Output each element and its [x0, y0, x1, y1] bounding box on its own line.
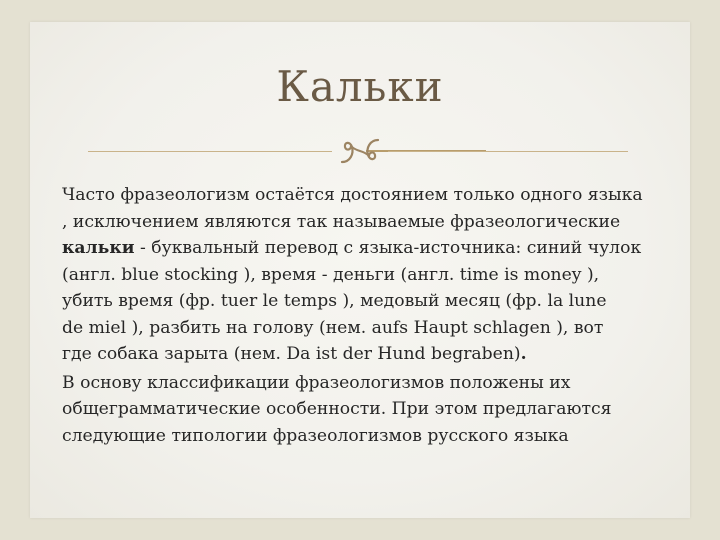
text-segment: - буквальный перевод с языка-источника: синий чулок [134, 238, 642, 258]
text-line [62, 341, 662, 368]
paragraph-1 [62, 182, 662, 368]
text-segment: , исключением являются так называемые фразеологические [62, 211, 621, 232]
paragraph-2 [62, 370, 662, 450]
swirl-flourish-icon [336, 134, 384, 168]
text-line [62, 288, 662, 315]
slide-body [62, 182, 662, 449]
text-segment: (англ. blue stocking ), время - деньги (англ. time is money ), [62, 264, 600, 285]
bold-term: кальки [62, 238, 135, 258]
text-line [62, 235, 662, 262]
text-segment: где собака зарыта (нем. Da ist der Hund begraben) [62, 344, 521, 364]
text-segment: Часто фразеологизм остаётся достоянием только одного языка [62, 185, 643, 205]
text-line [62, 262, 662, 289]
text-line [62, 182, 662, 209]
text-line [62, 370, 662, 397]
text-line [62, 209, 662, 236]
bold-period: . [520, 344, 527, 364]
title-divider-right [388, 151, 628, 152]
text-segment: общеграмматические особенности. При этом предлагаются [62, 399, 612, 419]
text-line [62, 315, 662, 342]
text-segment: убить время (фр. tuer le temps ), медовый месяц (фр. la lune [62, 291, 607, 311]
text-segment: следующие типологии фразеологизмов русского языка [62, 425, 569, 446]
text-line [62, 423, 662, 450]
text-line [62, 396, 662, 423]
slide-title: Кальки [276, 62, 444, 111]
text-segment: В основу классификации фразеологизмов положены их [62, 372, 571, 393]
title-divider-left [88, 151, 332, 152]
text-segment: de miel ), разбить на голову (нем. aufs Haupt schlagen ), вот [62, 317, 604, 338]
